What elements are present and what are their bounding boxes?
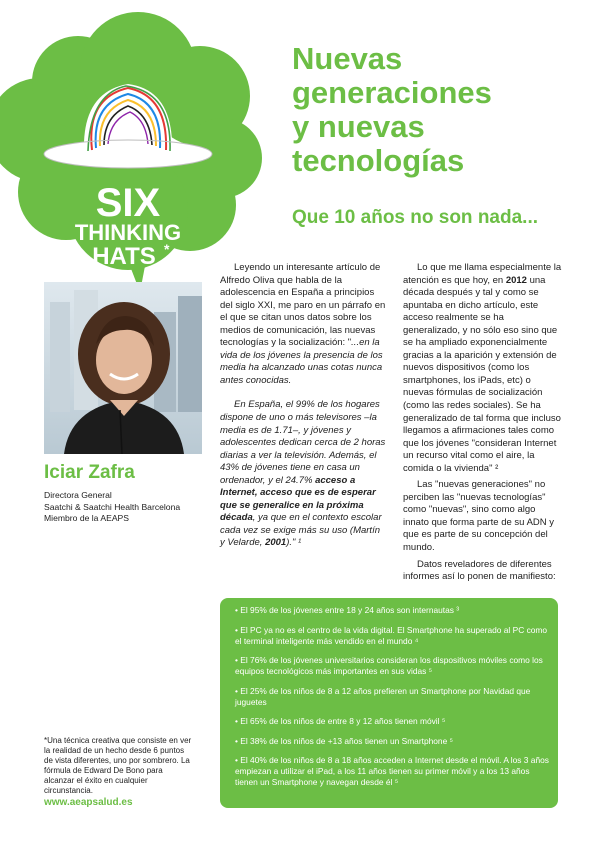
paragraph-quote: , ya que en el contexto escolar cada vez se exige más su uso (Martín y Velarde, (220, 512, 382, 549)
paragraph-text: Leyendo un interesante artículo de Alfredo Oliva que habla de la adolescencia en España a principios del siglo XXI, me paro en un párrafo en el que se citan unos datos sobre los medios de comunicación, las nuevas tecnologías y la socialización: " (220, 262, 386, 349)
highlight-year: 2012 (505, 274, 527, 286)
stats-list (220, 598, 558, 788)
stat-item: • El 65% de los niños de entre 8 y 12 años tienen móvil ⁵ (235, 716, 550, 727)
stat-item: • El PC ya no es el centro de la vida digital. El Smartphone ha superado al PC como el terminal inteligente más vendido en el mundo ⁴ (235, 625, 550, 647)
paragraph-text: una década después y tal y como se apuntaba en dicho artículo, este acceso realmente se ha generalizado, y no sólo eso sino que se ha ampliado exponencialmente gracias a la aparición y extensión de nuevos dispositivos (como los smartphones, los iPads, etc) o nuevas fórmulas de socialización (como las redes sociales). Se ha generalizado de tal forma que incluso llegamos a afirmaciones tales como que los jóvenes "consideran Internet un recurso vital como el aire, la comida o la vivienda" ² (403, 274, 561, 474)
stats-box (220, 598, 558, 808)
paragraph (220, 262, 386, 387)
logo-line-3: HATS (92, 243, 156, 270)
article-column-1 (220, 262, 386, 550)
paragraph (220, 399, 386, 550)
page-title (292, 42, 592, 178)
paragraph-quote: )." ¹ (286, 537, 302, 549)
title-line: y nuevas (292, 109, 425, 144)
author-name: Iciar Zafra (44, 462, 135, 483)
paragraph-highlight: acceso a Internet, acceso que es de esperar que se generalice en la próxima década (220, 474, 376, 524)
article-column-2 (403, 262, 563, 584)
author-role-line: Miembro de la AEAPS (44, 513, 130, 523)
author-role-line: Directora General (44, 490, 112, 500)
page-subtitle: Que 10 años no son nada... (292, 207, 538, 228)
six-thinking-hats-logo (0, 0, 268, 292)
logo-line-1: SIX (95, 181, 161, 225)
title-line: tecnologías (292, 143, 465, 178)
footnote: *Una técnica creativa que consiste en ver la realidad de un hecho desde 6 puntos de vista diferentes, uno por sombrero. La fórmula de Edward De Bono para alcanzar el éxito en cualquier circunstancia. (44, 736, 192, 795)
author-photo (44, 282, 202, 454)
paragraph (403, 262, 563, 475)
logo-asterisk: * (164, 241, 170, 257)
title-line: Nuevas (292, 41, 403, 76)
stat-item: • El 95% de los jóvenes entre 18 y 24 años son internautas ³ (235, 605, 550, 616)
paragraph: Datos reveladores de diferentes informes así lo ponen de manifiesto: (403, 558, 556, 583)
stat-item: • El 76% de los jóvenes universitarios consideran los dispositivos móviles como los equipos tecnológicos más importantes en sus vidas ⁵ (235, 655, 550, 677)
author-role (44, 490, 214, 525)
author-role-line: Saatchi & Saatchi Health Barcelona (44, 501, 181, 512)
stat-item: • El 25% de los niños de 8 a 12 años prefieren un Smartphone por Navidad que juguetes (235, 686, 550, 708)
stat-item: • El 38% de los niños de +13 años tienen un Smartphone ⁵ (235, 736, 550, 747)
paragraph-quote: ...en la vida de los jóvenes la presencia de los media ha alcanzado unas cotas nunca antes conocidas. (220, 337, 383, 386)
logo-line-2: THINKING (74, 220, 182, 245)
paragraph-text: Lo que me llama especialmente la atención es que hoy, en (403, 262, 562, 286)
paragraph-quote: En España, el 99% de los hogares dispone de uno o más televisores –la media es de 1.71–, y jóvenes y adolescentes dedican cerca de 2 horas diarias a ver la televisión. Además, el 43% de jóvenes tiene en casa un ordenador, y el 24.7% (220, 399, 386, 486)
citation-year: 2001 (265, 537, 287, 549)
website-link[interactable]: www.aeapsalud.es (44, 797, 133, 808)
stat-item: • El 40% de los niños de 8 a 18 años acceden a Internet desde el móvil. A los 3 años empiezan a utilizar el iPad, a los 11 años tienen su primer móvil y a los 13 años tienen un Smartphone y navegan desde él ⁵ (235, 755, 550, 788)
paragraph: Las "nuevas generaciones" no perciben las "nuevas tecnologías" como "nuevas", sino como algo innato que forma parte de su ADN y que es parte de su concepción del mundo. (403, 479, 555, 554)
title-line: generaciones (292, 75, 492, 110)
